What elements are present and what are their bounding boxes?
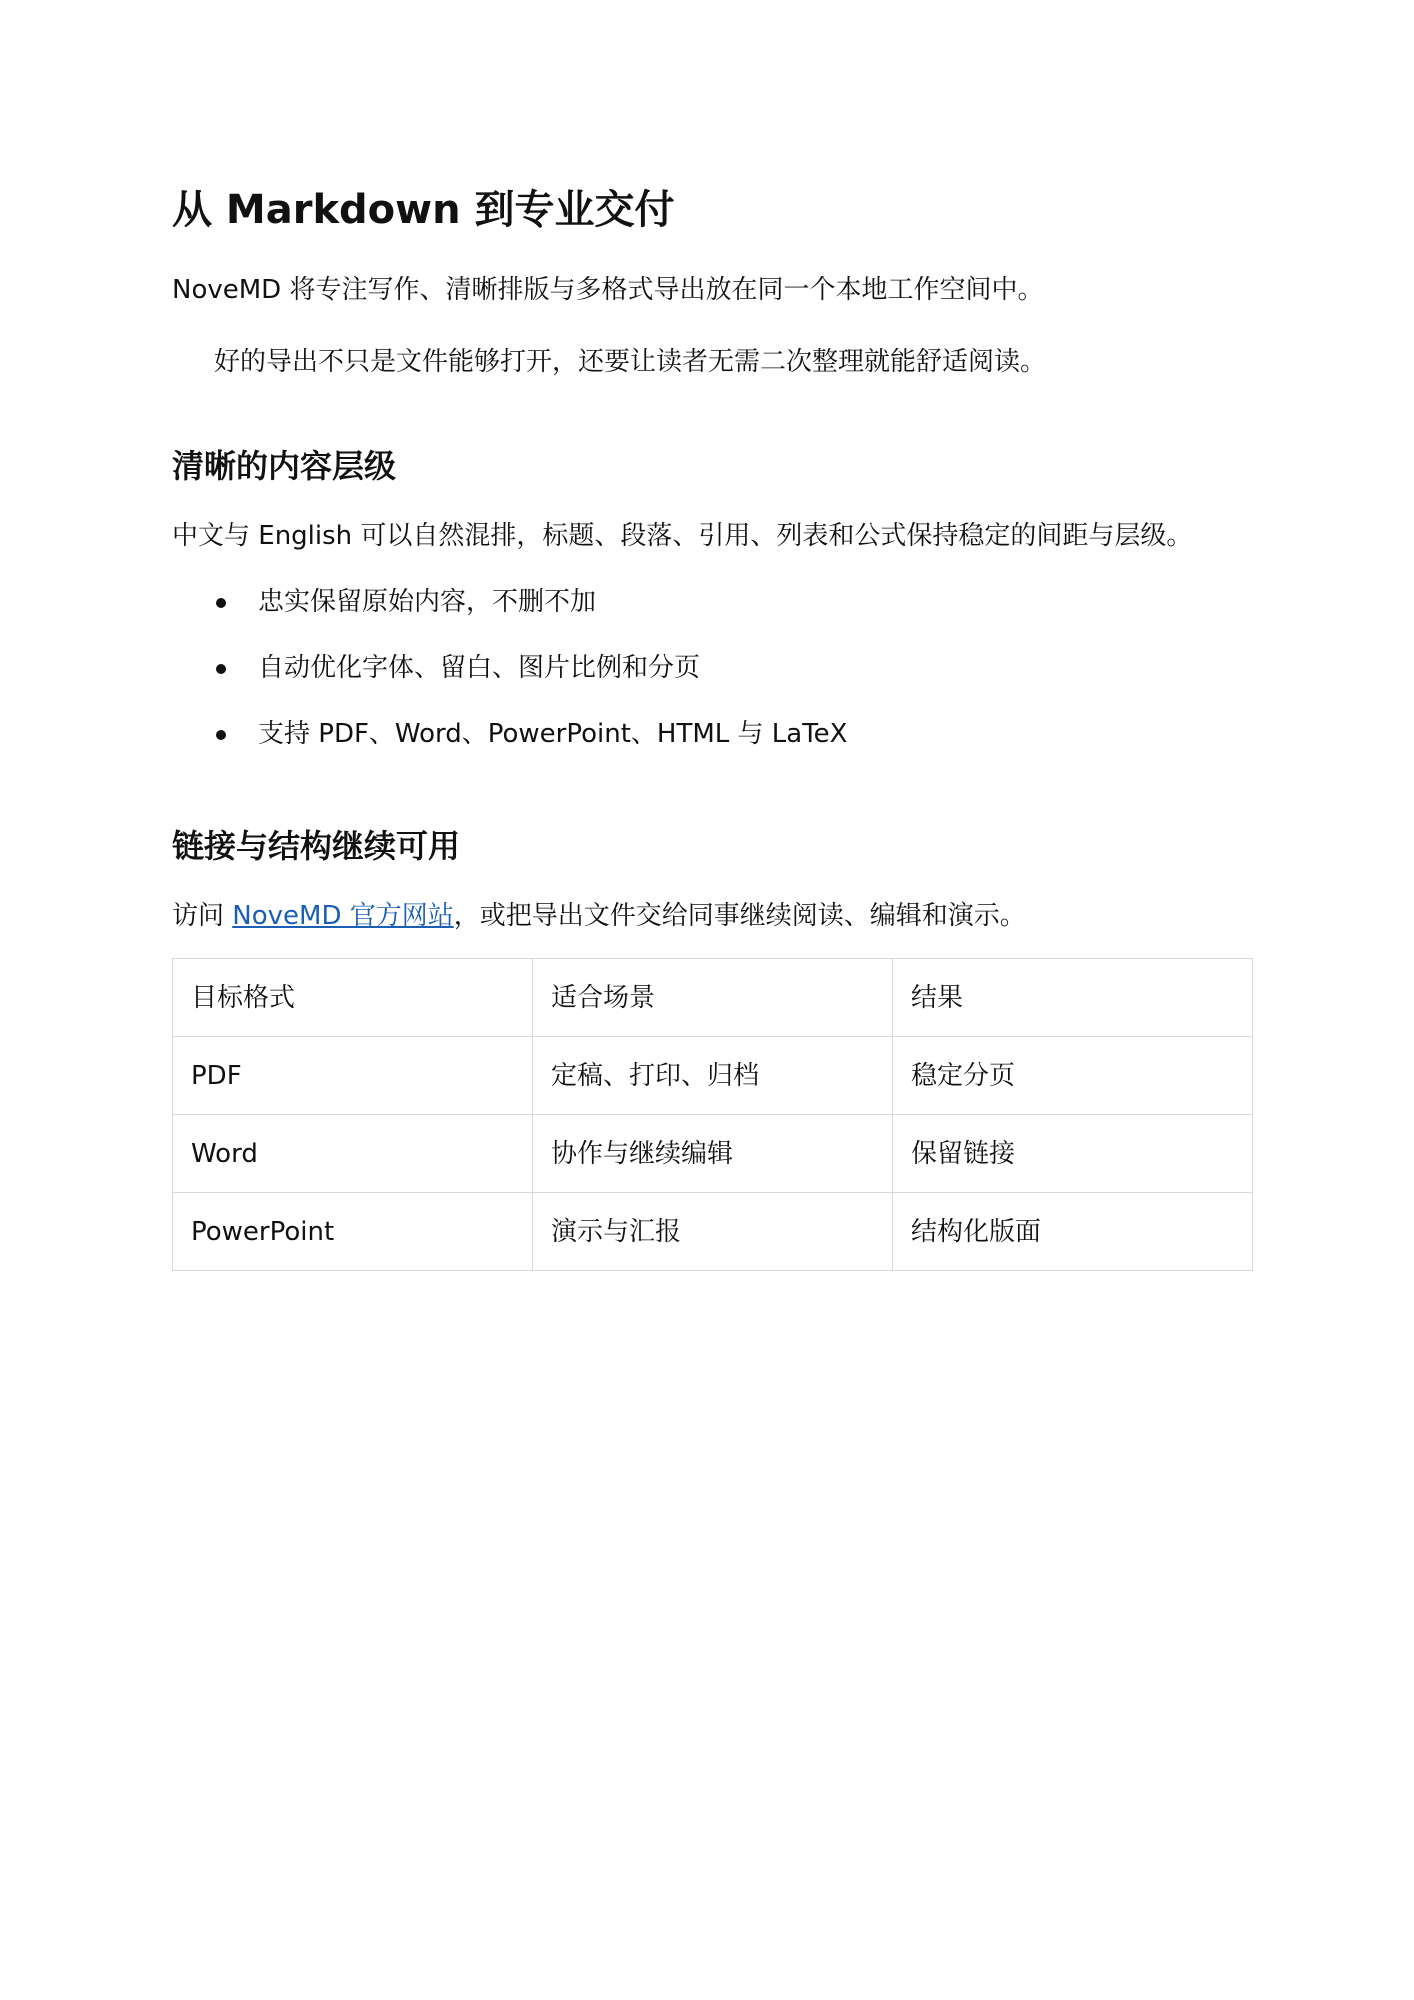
table-row <box>173 1037 1253 1115</box>
blockquote: 好的导出不只是文件能够打开，还要让读者无需二次整理就能舒适阅读。 <box>214 347 1047 377</box>
table-header-cell: 目标格式 <box>173 959 533 1037</box>
section-heading-hierarchy: 清晰的内容层级 <box>172 447 397 485</box>
table-cell: PDF <box>173 1037 533 1115</box>
table-cell: 稳定分页 <box>893 1037 1253 1115</box>
bullet-icon <box>216 730 226 740</box>
table-cell: Word <box>173 1115 533 1193</box>
novemd-website-link[interactable]: NoveMD 官方网站 <box>232 901 454 931</box>
page-title: 从 Markdown 到专业交付 <box>172 187 675 233</box>
list-item-text: 忠实保留原始内容，不删不加 <box>258 587 597 617</box>
feature-list <box>172 584 1252 752</box>
table-cell: 保留链接 <box>893 1115 1253 1193</box>
section-paragraph-hierarchy: 中文与 English 可以自然混排，标题、段落、引用、列表和公式保持稳定的间距与层级。 <box>172 521 1193 551</box>
intro-paragraph: NoveMD 将专注写作、清晰排版与多格式导出放在同一个本地工作空间中。 <box>172 275 1044 305</box>
list-item <box>172 650 1252 686</box>
section-paragraph-links <box>172 898 1252 934</box>
table-row <box>173 1193 1253 1271</box>
table-cell: PowerPoint <box>173 1193 533 1271</box>
table-row <box>173 1115 1253 1193</box>
list-item-text: 自动优化字体、留白、图片比例和分页 <box>258 653 701 683</box>
table-header-row <box>173 959 1253 1037</box>
bullet-icon <box>216 664 226 674</box>
table-cell: 结构化版面 <box>893 1193 1253 1271</box>
table-header-cell: 结果 <box>893 959 1253 1037</box>
table-cell: 演示与汇报 <box>533 1193 893 1271</box>
format-table <box>172 958 1253 1271</box>
bullet-icon <box>216 598 226 608</box>
paragraph-prefix: 访问 <box>172 901 233 931</box>
table-cell: 定稿、打印、归档 <box>533 1037 893 1115</box>
section-heading-links: 链接与结构继续可用 <box>172 827 461 865</box>
table-header-cell: 适合场景 <box>533 959 893 1037</box>
list-item <box>172 716 1252 752</box>
list-item <box>172 584 1252 620</box>
paragraph-suffix: ，或把导出文件交给同事继续阅读、编辑和演示。 <box>453 901 1026 931</box>
table-cell: 协作与继续编辑 <box>533 1115 893 1193</box>
list-item-text: 支持 PDF、Word、PowerPoint、HTML 与 LaTeX <box>258 719 848 749</box>
document-page <box>172 180 1252 1271</box>
